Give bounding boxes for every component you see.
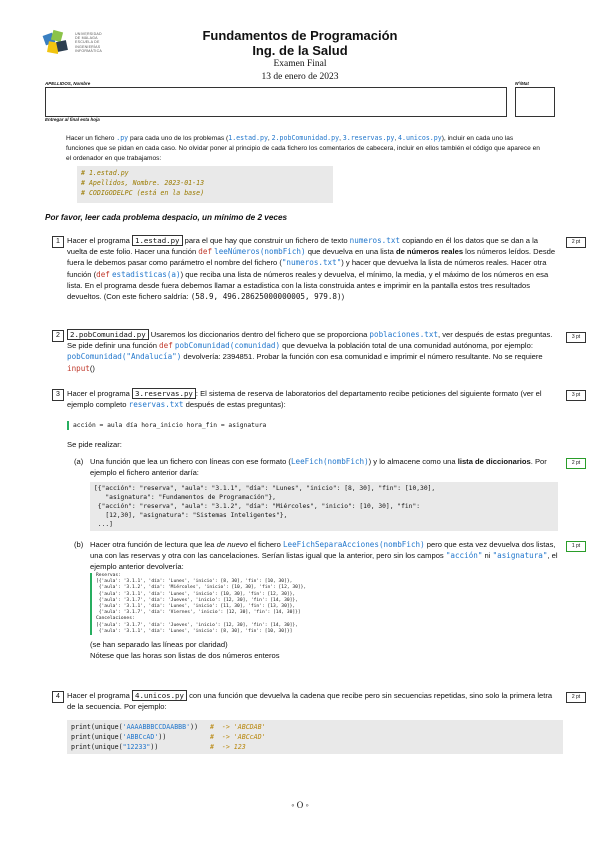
- degree-title: Ing. de la Salud: [252, 43, 348, 58]
- exam-type: Examen Final: [273, 59, 327, 69]
- instruction-heading: Por favor, leer cada problema despacio, un mínimo de 2 veces: [45, 213, 288, 222]
- se-pide-label: Se pide realizar:: [67, 440, 122, 449]
- apellidos-label: APELLIDOS, Nombre: [45, 81, 91, 86]
- part-b-note-1: (se han separado las líneas por claridad): [90, 640, 228, 649]
- part-a-label: (a): [74, 457, 84, 466]
- number-field[interactable]: [515, 87, 555, 117]
- course-title: Fundamentos de Programación: [202, 28, 398, 43]
- problem-4-points: 2 pt: [566, 692, 586, 703]
- part-b-text: Hacer otra función de lectura que lea de nuevo el fichero LeeFichSeparaAcciones(nombFich) pero que esta vez devuelva dos listas, una con las reservas y otra con las cancelaciones. Serían listas igual que la anterior, pero sin los campos "acción" ni "asignatura", el ejemplo anterior devolvería:: [90, 540, 558, 572]
- exam-date: 13 de enero de 2023: [261, 72, 339, 82]
- problem-2-number: 2: [52, 330, 64, 342]
- problem-1-points: 2 pt: [566, 237, 586, 248]
- part-b-note-2: Nótese que las horas son listas de dos números enteros: [90, 651, 280, 660]
- header-comment-code: # 1.estad.py # Apellidos, Nombre. 2023-01-13 # CODIGODELPC (está en la base): [77, 166, 333, 203]
- part-a-code: [{"acción": "reserva", "aula": "3.1.1", "día": "Lunes", "inicio": [8, 30], "fin": [10,30], "asignatura": "Fundamentos de Programación"}, {"acción": "reserva", "aula": "3.1.2", "día": "Miércoles", "inicio": [10, 30], "fin": [12,30], "asignatura": "Sistemas Inteligentes"}, ...]: [90, 482, 558, 531]
- entregar-label: Entregar al final esta hoja: [45, 117, 100, 122]
- part-a-points: 2 pt: [566, 458, 586, 469]
- name-field[interactable]: [45, 87, 507, 117]
- page-footer: ◦ O ◦: [291, 800, 309, 810]
- problem-1-number: 1: [52, 236, 64, 248]
- part-a-text: Una función que lea un fichero con líneas con ese formato (LeeFich(nombFich)) y lo almacene como una lista de diccionarios. Por ejemplo el fichero anterior daría:: [90, 457, 547, 478]
- problem-3-points: 3 pt: [566, 390, 586, 401]
- intro-paragraph: Hacer un fichero .py para cada uno de los problemas (1.estad.py, 2.pobComunidad.py, 3.reservas.py, 4.unicos.py), incluir en cada uno las funciones que se pidan en cada caso. No olvidar poner al principio de cada fichero los comentarios de cabecera, incluir en ellos también el código que aparece en el ordenador en que trabajamos:: [66, 134, 540, 162]
- numero-label: Nº/Mat: [515, 81, 529, 86]
- part-b-label: (b): [74, 540, 84, 549]
- part-b-code: Reservas: [{'aula': '3.1.1', 'día': 'Lunes', 'inicio': [8, 30], 'fin': [10, 30]}, {'aula': '3.1.2', 'día': 'Miércoles', 'inicio': [10, 30], 'fin': [12, 30]}, {'aula': '3.1.1', 'día': 'Lunes', 'inicio': [10, 30], 'fin': [12, 30]}, {'aula': '3.1.7', 'día': 'Jueves', 'inicio': [12, 30], 'fin': [14, 30]}, {'aula': '3.1.1', 'día': 'Lunes', 'inicio': [11, 30], 'fin': [13, 30]}, {'aula': '3.1.7', 'día': 'Viernes', 'inicio': [12, 30], 'fin': [14, 30]}] Cancelaciones: [{'aula': '3.1.7', 'día': 'Jueves', 'inicio': [12, 30], 'fin': [14, 30]}, {'aula': '3.1.1', 'día': 'Lunes', 'inicio': [8, 30], 'fin': [10, 30]}]: [90, 573, 396, 635]
- problem-1-text: Hacer el programa 1.estad.py para el que hay que construir un fichero de texto numeros.txt copiando en él los datos que se dan a la vuelta de este folio. Hacer una función def leeNúmeros(nombFich) que devuelva en una lista de números reales los números leídos. Desde fuera le debemos pasar como parámetro el nombre del fichero ("numeros.txt") y hacer que devuelva la lista de números reales. Hacer otra función (def estadisticas(a)) que reciba una lista de números reales y devuelva, el mínimo, la media, y el máximo de los números en esa lista. En el programa desde fuera debemos llamar a estadistica con la lista construida antes e imprimir en la pantalla estos tres resultados devueltos. (Con este fichero saldría: (58.9, 496.28625000000005, 979.8)): [67, 236, 556, 302]
- problem-3-number: 3: [52, 389, 64, 401]
- problem-4-number: 4: [52, 691, 64, 703]
- problem-4-text: Hacer el programa 4.unicos.py con una función que devuelva la cadena que recibe pero sin secuencias repetidas, sino solo la primera letra de la secuencia. Por ejemplo:: [67, 691, 553, 712]
- part-b-points: 1 pt: [566, 541, 586, 552]
- problem-4-code: print(unique('AAAABBBCCDAABBB')) # -> 'ABCDAB' print(unique('ABBCcAD')) # -> 'ABCcAD' print(unique("12233")) # -> 123: [67, 720, 563, 754]
- reservation-format: acción = aula día hora_inicio hora_fin = asignatura: [67, 421, 266, 430]
- problem-3-text: Hacer el programa 3.reservas.py : El sistema de reserva de laboratorios del departamento recibe peticiones del siguiente formato (ver el ejemplo completo reservas.txt después de estas preguntas):: [67, 389, 542, 410]
- problem-2-points: 3 pt: [566, 332, 586, 343]
- problem-2-text: 2.pobComunidad.py Usaremos los diccionarios dentro del fichero que se proporciona poblaciones.txt, ver después de estas preguntas. Se pide definir una función def pobComunidad(comunidad) que devuelva la población total de una comunidad autónoma, por ejemplo: pobComunidad("Andalucía") devolvería: 2394851. Probar la función con esa comunidad e imprimir el número resultante. No se requiere input(): [67, 330, 553, 373]
- logo-text: UNIVERSIDAD DE MÁLAGA ESCUELA DE INGENIERÍAS INFORMÁTICA: [75, 32, 102, 53]
